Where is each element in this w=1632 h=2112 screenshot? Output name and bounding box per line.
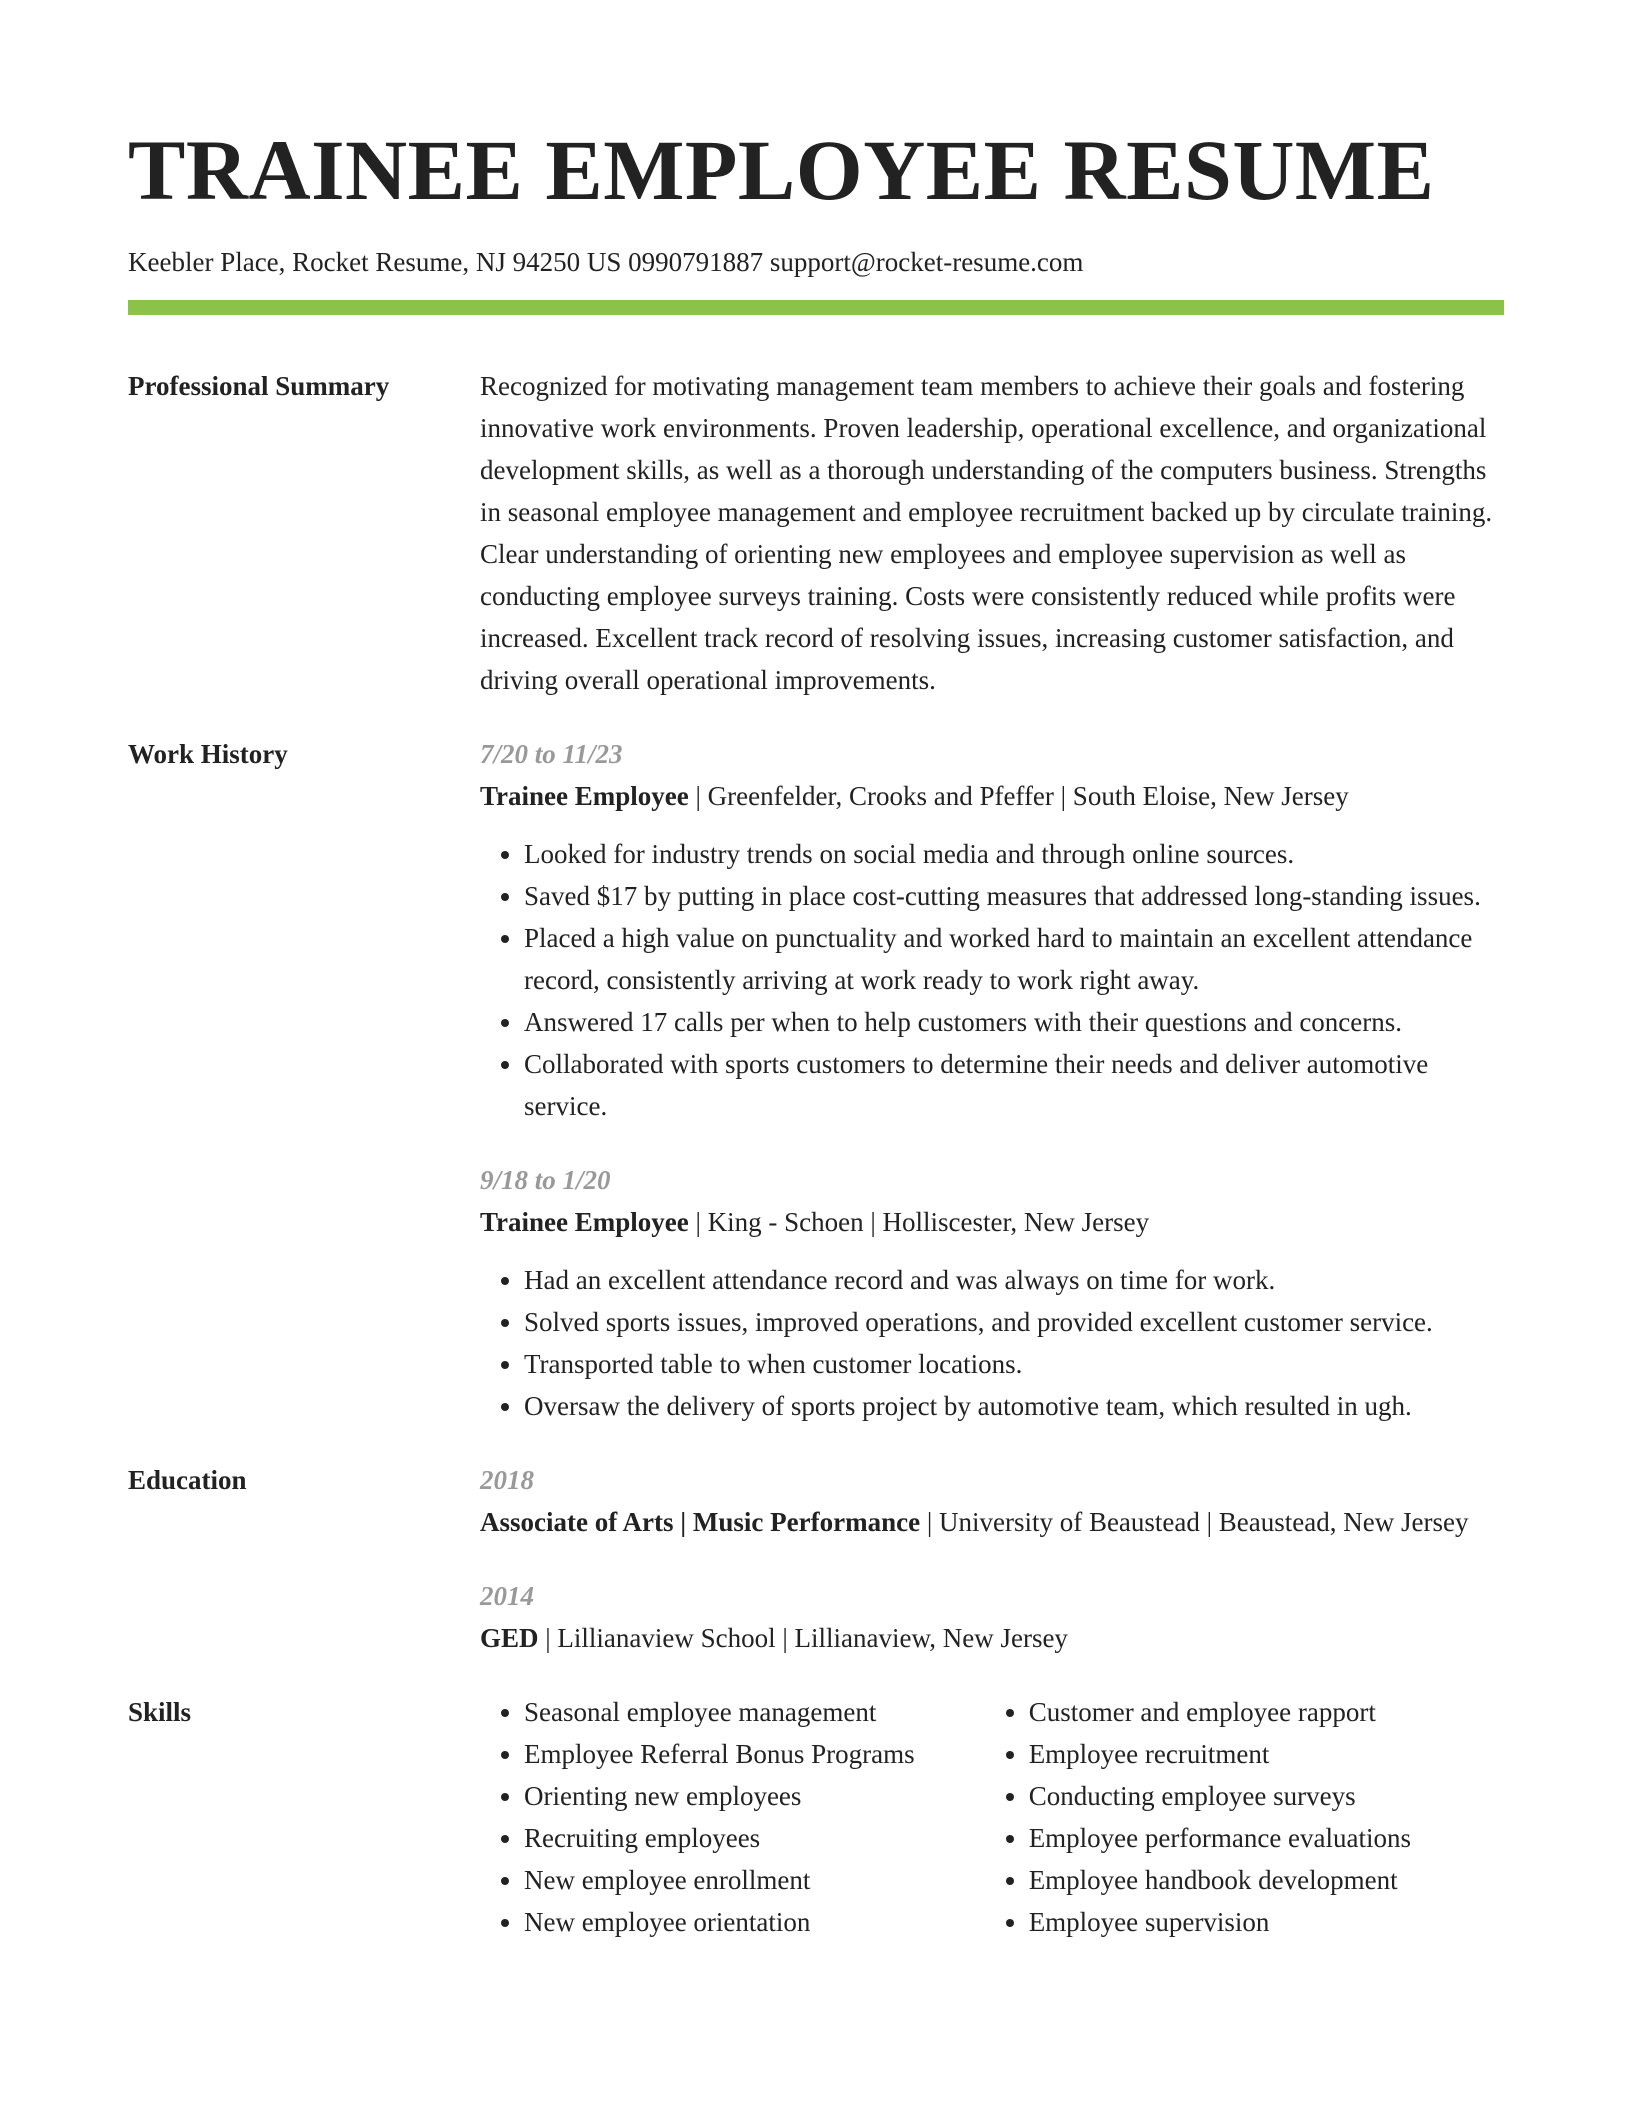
job-bullet: • Collaborated with sports customers to determine their needs and deliver automotive service. — [524, 1043, 1504, 1127]
education-section — [128, 1459, 1504, 1659]
skills-column-1 — [480, 1691, 985, 1943]
education-line — [480, 1617, 1504, 1659]
skill-item: • Seasonal employee management — [524, 1691, 985, 1733]
job-bullet: • Placed a high value on punctuality and worked hard to maintain an excellent attendance record, consistently arriving at work ready to work right away. — [524, 917, 1504, 1001]
job-entry — [480, 1159, 1504, 1427]
summary-section — [128, 365, 1504, 701]
job-role-line — [480, 775, 1504, 817]
section-heading-skills: Skills — [128, 1697, 192, 1727]
job-bullet: • Saved $17 by putting in place cost-cutting measures that addressed long-standing issues. — [524, 875, 1504, 917]
job-dates: 9/18 to 1/20 — [480, 1165, 611, 1195]
job-details: | King - Schoen | Holliscester, New Jersey — [688, 1207, 1150, 1237]
job-bullet: • Answered 17 calls per when to help customers with their questions and concerns. — [524, 1001, 1504, 1043]
skill-item: • Employee supervision — [1029, 1901, 1504, 1943]
skill-item: • Customer and employee rapport — [1029, 1691, 1504, 1733]
job-bullets — [480, 1259, 1504, 1427]
school-details: | Lillianaview School | Lillianaview, New Jersey — [538, 1623, 1068, 1653]
degree-name: Associate of Arts | Music Performance — [480, 1507, 921, 1537]
skill-item: • New employee orientation — [524, 1901, 985, 1943]
section-heading-summary: Professional Summary — [128, 371, 390, 401]
job-bullet: • Transported table to when customer locations. — [524, 1343, 1504, 1385]
resume-page — [128, 120, 1504, 1943]
skill-item: • Employee recruitment — [1029, 1733, 1504, 1775]
job-details: | Greenfelder, Crooks and Pfeffer | South Eloise, New Jersey — [688, 781, 1349, 811]
school-details: | University of Beaustead | Beaustead, New Jersey — [920, 1507, 1469, 1537]
summary-text: Recognized for motivating management team members to achieve their goals and fostering innovative work environments. Proven leadership, operational excellence, and organizational development skills, as well as a thorough understanding of the computers business. Strengths in seasonal employee management and employee recruitment backed up by circulate training. Clear understanding of orienting new employees and employee supervision as well as conducting employee surveys training. Costs were consistently reduced while profits were increased. Excellent track record of resolving issues, increasing customer satisfaction, and driving overall operational improvements. — [480, 371, 1493, 695]
section-heading-work-history: Work History — [128, 739, 288, 769]
education-year: 2014 — [480, 1581, 534, 1611]
education-line — [480, 1501, 1504, 1543]
job-title: Trainee Employee — [480, 781, 689, 811]
work-history-section — [128, 733, 1504, 1427]
job-entry — [480, 733, 1504, 1127]
skill-item: • Orienting new employees — [524, 1775, 985, 1817]
job-bullet: • Oversaw the delivery of sports project by automotive team, which resulted in ugh. — [524, 1385, 1504, 1427]
education-entry — [480, 1459, 1504, 1543]
education-entry — [480, 1575, 1504, 1659]
degree-name: GED — [480, 1623, 539, 1653]
skills-section — [128, 1691, 1504, 1943]
skill-item: • Employee handbook development — [1029, 1859, 1504, 1901]
skills-column-2 — [985, 1691, 1504, 1943]
job-bullet: • Had an excellent attendance record and was always on time for work. — [524, 1259, 1504, 1301]
skill-item: • Conducting employee surveys — [1029, 1775, 1504, 1817]
job-bullet: • Looked for industry trends on social media and through online sources. — [524, 833, 1504, 875]
skill-item: • Recruiting employees — [524, 1817, 985, 1859]
resume-title: TRAINEE EMPLOYEE RESUME — [128, 122, 1435, 218]
skill-item: • Employee Referral Bonus Programs — [524, 1733, 985, 1775]
education-list — [480, 1459, 1504, 1659]
contact-info: Keebler Place, Rocket Resume, NJ 94250 US 0990791887 support@rocket-resume.com — [128, 247, 1084, 277]
skills-columns — [480, 1691, 1504, 1943]
job-bullets — [480, 833, 1504, 1127]
job-role-line — [480, 1201, 1504, 1243]
work-history-list — [480, 733, 1504, 1427]
skill-item: • New employee enrollment — [524, 1859, 985, 1901]
job-dates: 7/20 to 11/23 — [480, 739, 623, 769]
education-year: 2018 — [480, 1465, 534, 1495]
skill-item: • Employee performance evaluations — [1029, 1817, 1504, 1859]
job-bullet: • Solved sports issues, improved operations, and provided excellent customer service. — [524, 1301, 1504, 1343]
header-divider — [128, 300, 1504, 315]
job-title: Trainee Employee — [480, 1207, 689, 1237]
section-heading-education: Education — [128, 1465, 247, 1495]
